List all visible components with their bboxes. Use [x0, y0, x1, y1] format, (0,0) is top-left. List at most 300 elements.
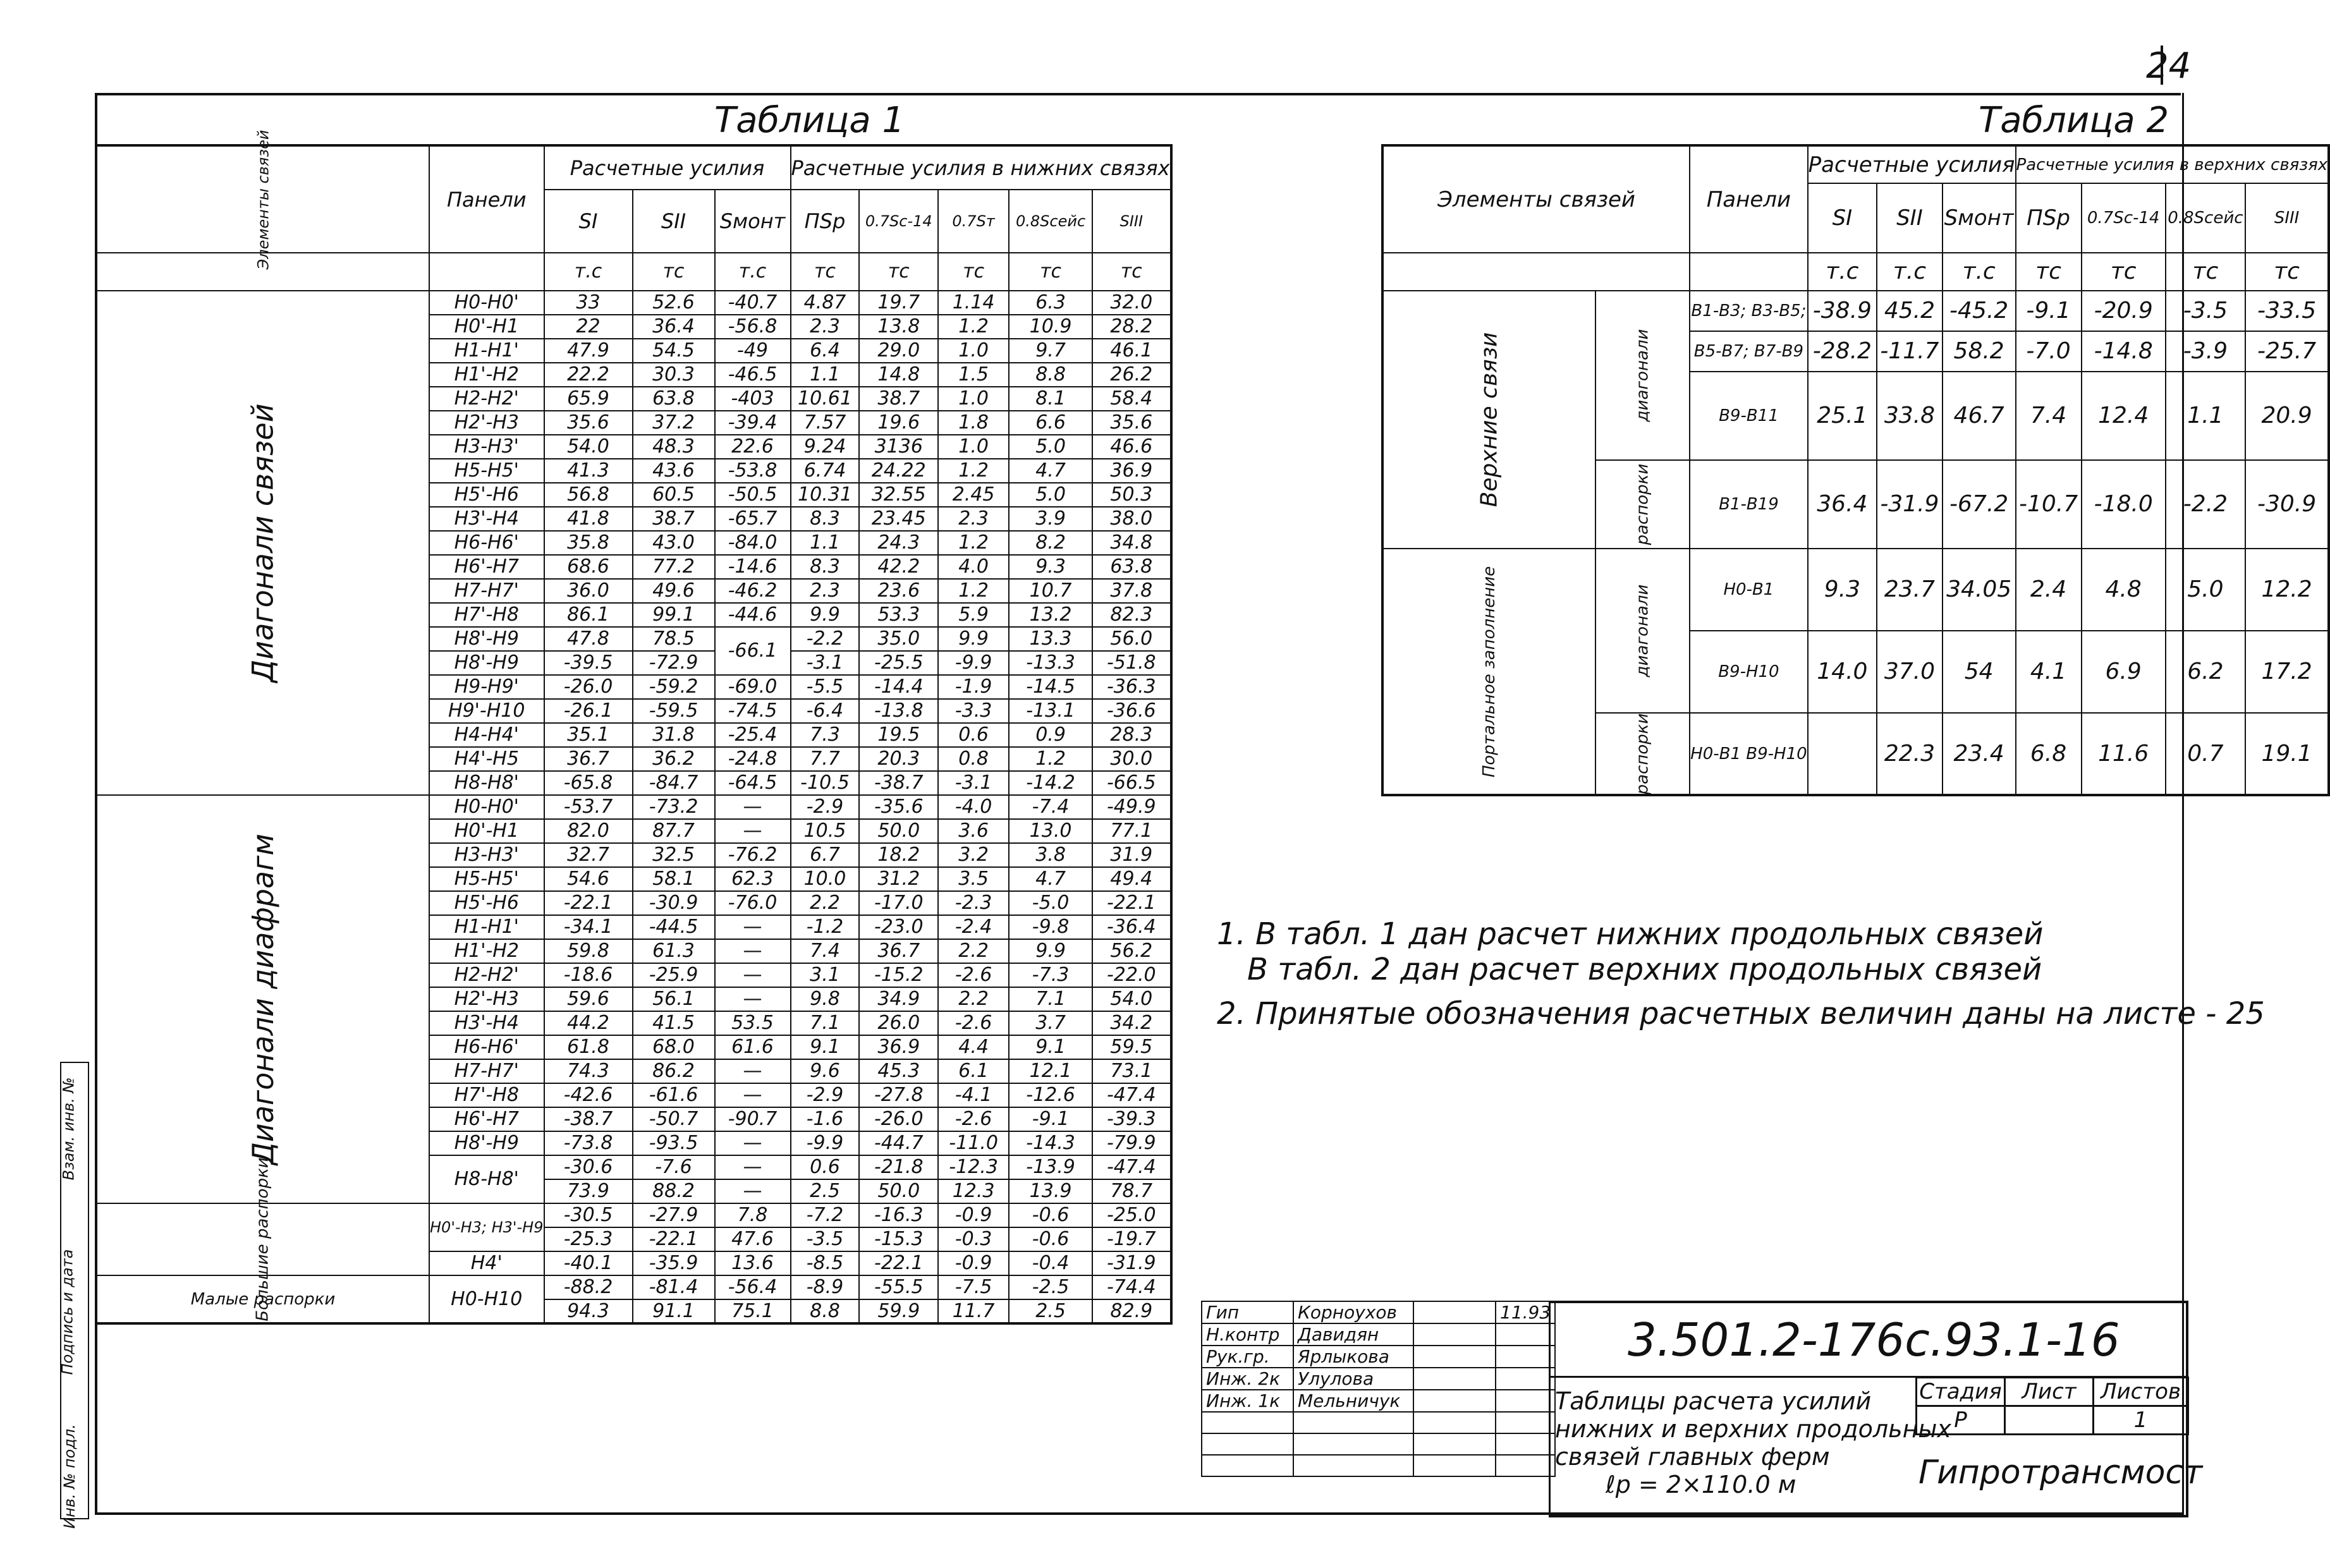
t2-cell: 58.2 — [1943, 331, 2016, 372]
stamp-empty — [1293, 1455, 1413, 1476]
t1-cell: -19.7 — [1092, 1227, 1171, 1251]
t1-cell: 19.7 — [859, 291, 938, 315]
t1-cell: 9.7 — [1009, 339, 1092, 363]
t1-cell: 54.6 — [544, 867, 633, 891]
t1-cell: -76.0 — [715, 891, 791, 915]
t1-cell: 46.1 — [1092, 339, 1171, 363]
t1-cell: 6.6 — [1009, 411, 1092, 435]
stamp-date — [1496, 1368, 1555, 1390]
t1-cell: -72.9 — [633, 651, 715, 675]
t1-cell: 23.45 — [859, 507, 938, 531]
t1-cell: 59.9 — [859, 1299, 938, 1323]
t1-cell: 23.6 — [859, 579, 938, 603]
t2-cell: -10.7 — [2016, 460, 2082, 549]
t1-cell: 9.9 — [1009, 939, 1092, 963]
t1-cell: 63.8 — [633, 387, 715, 411]
t1-panel: Н2'-Н3 — [429, 987, 544, 1011]
t1-header-panels: Панели — [429, 145, 544, 253]
t2-panel: В9-Н10 — [1690, 631, 1808, 713]
stamp-row — [1202, 1455, 1555, 1476]
t1-cell: 60.5 — [633, 483, 715, 507]
t1-cell: 6.74 — [791, 459, 860, 483]
t1-cell: 50.3 — [1092, 483, 1171, 507]
t2-cell: -28.2 — [1808, 331, 1877, 372]
t1-cell: -8.9 — [791, 1275, 860, 1299]
stage-label: Стадия — [1917, 1378, 2005, 1406]
t1-cell: 8.8 — [1009, 363, 1092, 387]
t1-cell: -50.5 — [715, 483, 791, 507]
t1-cell: — — [715, 1179, 791, 1203]
t1-cell: 32.7 — [544, 843, 633, 867]
t1-cell: 30.0 — [1092, 747, 1171, 771]
t1-panel: Н0-Н10 — [429, 1275, 544, 1323]
stamp-empty — [1496, 1455, 1555, 1476]
t1-cell: -24.8 — [715, 747, 791, 771]
t2-cell: 17.2 — [2245, 631, 2329, 713]
t1-cell: 0.9 — [1009, 723, 1092, 747]
t1-cell: 10.5 — [791, 819, 860, 843]
t1-cell: 78.7 — [1092, 1179, 1171, 1203]
t1-cell: 47.8 — [544, 627, 633, 651]
t1-unit: тс — [938, 253, 1009, 291]
t1-cell: 32.0 — [1092, 291, 1171, 315]
t1-panel: Н7'-Н8 — [429, 1083, 544, 1107]
t1-cell: -12.3 — [938, 1155, 1009, 1179]
stamp-empty — [1202, 1455, 1293, 1476]
t1-cell: -22.1 — [1092, 891, 1171, 915]
t1-cell: -0.3 — [938, 1227, 1009, 1251]
t2-units-blank — [1382, 253, 1690, 291]
t1-cell: -9.8 — [1009, 915, 1092, 939]
t1-cell: 36.0 — [544, 579, 633, 603]
stamp-role: Рук.гр. — [1202, 1346, 1293, 1368]
t1-cell: 0.6 — [791, 1155, 860, 1179]
t2-cell: -33.5 — [2245, 291, 2329, 331]
t1-cell: 1.1 — [791, 531, 860, 555]
t2-cell: 2.4 — [2016, 549, 2082, 631]
t1-cell: -34.1 — [544, 915, 633, 939]
t2-cell: 1.1 — [2166, 372, 2245, 460]
t1-cell: 77.2 — [633, 555, 715, 579]
t1-cell: 30.3 — [633, 363, 715, 387]
t1-header-calc-lower: Расчетные усилия в нижних связях — [791, 145, 1171, 190]
t1-panel: Н3-Н3' — [429, 843, 544, 867]
t2-cell: 25.1 — [1808, 372, 1877, 460]
t1-cell: 8.1 — [1009, 387, 1092, 411]
t1-cell: -2.5 — [1009, 1275, 1092, 1299]
t1-cell: 42.2 — [859, 555, 938, 579]
t1-cell: 8.3 — [791, 507, 860, 531]
t1-cell: 2.2 — [938, 987, 1009, 1011]
t1-cell: 31.2 — [859, 867, 938, 891]
t2-unit: т.с — [1808, 253, 1877, 291]
t1-cell: -3.3 — [938, 699, 1009, 723]
t2-cell: -3.5 — [2166, 291, 2245, 331]
t1-cell: -36.3 — [1092, 675, 1171, 699]
t1-cell: -26.1 — [544, 699, 633, 723]
t1-cell: -40.1 — [544, 1251, 633, 1275]
t1-cell: 19.6 — [859, 411, 938, 435]
t1-cell: 36.4 — [633, 315, 715, 339]
t1-cell: 1.2 — [1009, 747, 1092, 771]
t1-cell: 13.0 — [1009, 819, 1092, 843]
t1-cell: 13.8 — [859, 315, 938, 339]
t1-cell: -27.8 — [859, 1083, 938, 1107]
t2-cell: 20.9 — [2245, 372, 2329, 460]
t1-cell: 7.1 — [1009, 987, 1092, 1011]
t2-sub-strut: распорки — [1595, 713, 1690, 795]
sheet-label: Лист — [2005, 1378, 2094, 1406]
t1-cell: 6.3 — [1009, 291, 1092, 315]
stamp-row — [1202, 1301, 1555, 1323]
t2-cell: 23.4 — [1943, 713, 2016, 795]
t1-cell: 35.0 — [859, 627, 938, 651]
t1-cell: 5.0 — [1009, 435, 1092, 459]
t1-cell: 36.9 — [1092, 459, 1171, 483]
t1-cell: -65.7 — [715, 507, 791, 531]
t1-cell: 52.6 — [633, 291, 715, 315]
stamp-signature — [1413, 1323, 1496, 1346]
table1-title: Таблица 1 — [714, 100, 905, 141]
t2-panel: В9-В11 — [1690, 372, 1808, 460]
t1-col-header: 0.8Sсейс — [1009, 190, 1092, 253]
t1-cell: 50.0 — [859, 819, 938, 843]
t1-cell: -27.9 — [633, 1203, 715, 1227]
t1-cell: 1.2 — [938, 459, 1009, 483]
t1-cell: -1.9 — [938, 675, 1009, 699]
t1-cell: -56.4 — [715, 1275, 791, 1299]
description-line: Таблицы расчета усилий — [1555, 1387, 1872, 1415]
t1-cell: 26.0 — [859, 1011, 938, 1035]
t1-cell: 9.6 — [791, 1059, 860, 1083]
t1-cell: 47.9 — [544, 339, 633, 363]
t1-cell: 56.1 — [633, 987, 715, 1011]
t2-cell: 6.2 — [2166, 631, 2245, 713]
sheet-value — [2005, 1406, 2094, 1435]
t2-col-header: 0.7Sс-14 — [2082, 183, 2166, 253]
t1-cell: 1.0 — [938, 387, 1009, 411]
page-number: 24 — [2146, 46, 2192, 87]
t2-unit: тс — [2166, 253, 2245, 291]
t1-cell: -0.4 — [1009, 1251, 1092, 1275]
t1-panel: Н8-Н8' — [429, 771, 544, 795]
t1-cell: 9.9 — [938, 627, 1009, 651]
t1-panel: Н1-Н1' — [429, 339, 544, 363]
t2-unit: тс — [2016, 253, 2082, 291]
t1-cell: -12.6 — [1009, 1083, 1092, 1107]
t2-cell: 19.1 — [2245, 713, 2329, 795]
t1-cell: 3.2 — [938, 843, 1009, 867]
t1-cell: 82.9 — [1092, 1299, 1171, 1323]
t1-cell: -14.2 — [1009, 771, 1092, 795]
t1-cell: 24.3 — [859, 531, 938, 555]
t1-panel: Н0-Н0' — [429, 795, 544, 819]
t1-cell: 58.1 — [633, 867, 715, 891]
t1-cell: 9.9 — [791, 603, 860, 627]
t1-cell: 10.9 — [1009, 315, 1092, 339]
t1-cell: -2.6 — [938, 1011, 1009, 1035]
table2 — [1381, 144, 2330, 796]
t1-cell: -3.1 — [938, 771, 1009, 795]
stamp-date — [1496, 1346, 1555, 1368]
t1-cell: 29.0 — [859, 339, 938, 363]
t1-cell: — — [715, 963, 791, 987]
t1-cell: 37.2 — [633, 411, 715, 435]
table-row — [96, 291, 1171, 315]
t1-cell: 59.5 — [1092, 1035, 1171, 1059]
t2-cell: 46.7 — [1943, 372, 2016, 460]
t2-cell: -18.0 — [2082, 460, 2166, 549]
t1-cell: -9.9 — [791, 1131, 860, 1155]
t1-cell: 59.6 — [544, 987, 633, 1011]
t1-cell: 35.8 — [544, 531, 633, 555]
t1-cell: -49 — [715, 339, 791, 363]
t1-cell: -2.9 — [791, 1083, 860, 1107]
t1-cell: -30.6 — [544, 1155, 633, 1179]
t1-cell: -8.5 — [791, 1251, 860, 1275]
t2-cell: 23.7 — [1877, 549, 1943, 631]
t2-col-header: 0.8Sсейс — [2166, 183, 2245, 253]
t1-cell: 18.2 — [859, 843, 938, 867]
t1-cell: 32.55 — [859, 483, 938, 507]
t1-cell: -0.6 — [1009, 1227, 1092, 1251]
t1-cell: 31.9 — [1092, 843, 1171, 867]
t1-cell: -25.0 — [1092, 1203, 1171, 1227]
t1-cell: -49.9 — [1092, 795, 1171, 819]
t1-cell: 73.1 — [1092, 1059, 1171, 1083]
t1-cell: 1.5 — [938, 363, 1009, 387]
t2-cell: 6.8 — [2016, 713, 2082, 795]
t1-cell: 54.0 — [544, 435, 633, 459]
t2-unit: тс — [2245, 253, 2329, 291]
t1-cell: -53.8 — [715, 459, 791, 483]
t1-cell: 8.8 — [791, 1299, 860, 1323]
t1-cell: 47.6 — [715, 1227, 791, 1251]
t1-cell: 61.6 — [715, 1035, 791, 1059]
t1-cell: — — [715, 939, 791, 963]
t1-cell: 45.3 — [859, 1059, 938, 1083]
stamp-row — [1202, 1390, 1555, 1412]
side-stamp-sign: Подпись и дата — [58, 1249, 76, 1375]
t2-cell: 5.0 — [2166, 549, 2245, 631]
t1-cell: 87.7 — [633, 819, 715, 843]
t1-cell: -47.4 — [1092, 1083, 1171, 1107]
t1-cell: 9.1 — [791, 1035, 860, 1059]
t2-cell — [1808, 713, 1877, 795]
stamp-person: Корноухов — [1293, 1301, 1413, 1323]
t1-cell: 54.0 — [1092, 987, 1171, 1011]
t1-cell: -5.5 — [791, 675, 860, 699]
t1-group-small-struts: Малые распорки — [96, 1275, 429, 1323]
t1-cell: -65.8 — [544, 771, 633, 795]
t2-cell: 36.4 — [1808, 460, 1877, 549]
t1-col-header: 0.7Sс-14 — [859, 190, 938, 253]
stamp-empty — [1413, 1455, 1496, 1476]
t1-cell: 53.3 — [859, 603, 938, 627]
t1-cell: 13.3 — [1009, 627, 1092, 651]
stamp-date — [1496, 1323, 1555, 1346]
t1-cell: 59.8 — [544, 939, 633, 963]
t2-group-upper: Верхние связи — [1382, 291, 1595, 549]
t1-cell: 1.8 — [938, 411, 1009, 435]
t1-cell: 22.2 — [544, 363, 633, 387]
t1-col-header: 0.7Sт — [938, 190, 1009, 253]
t1-cell: -2.6 — [938, 1107, 1009, 1131]
t1-panel: Н5-Н5' — [429, 459, 544, 483]
t1-cell: 2.3 — [791, 579, 860, 603]
t1-cell: -66.5 — [1092, 771, 1171, 795]
t1-cell: 1.1 — [791, 363, 860, 387]
t2-panel: Н0-В1 — [1690, 549, 1808, 631]
stamp-person: Улулова — [1293, 1368, 1413, 1390]
t1-cell: 2.2 — [791, 891, 860, 915]
t1-cell: -22.1 — [633, 1227, 715, 1251]
stamp-empty — [1496, 1433, 1555, 1455]
t1-cell: -1.6 — [791, 1107, 860, 1131]
t1-cell: — — [715, 1083, 791, 1107]
t1-cell: -22.1 — [544, 891, 633, 915]
t1-cell: -44.7 — [859, 1131, 938, 1155]
note-line: В табл. 2 дан расчет верхних продольных связей — [1247, 952, 2042, 987]
t1-panel: Н2-Н2' — [429, 963, 544, 987]
t1-cell: -7.4 — [1009, 795, 1092, 819]
t1-unit: тс — [1009, 253, 1092, 291]
t1-cell: 68.0 — [633, 1035, 715, 1059]
t1-cell: -50.7 — [633, 1107, 715, 1131]
t1-cell: 33 — [544, 291, 633, 315]
t1-cell: 36.7 — [544, 747, 633, 771]
t1-cell: 36.7 — [859, 939, 938, 963]
table-row — [96, 795, 1171, 819]
t1-cell: 56.0 — [1092, 627, 1171, 651]
t1-cell: 41.8 — [544, 507, 633, 531]
t1-cell: 3.5 — [938, 867, 1009, 891]
description-line: нижних и верхних продольных — [1555, 1415, 1951, 1443]
t1-cell: 14.8 — [859, 363, 938, 387]
t1-panel: Н9'-Н10 — [429, 699, 544, 723]
note-line: 2. Принятые обозначения расчетных величин даны на листе - 25 — [1217, 996, 2265, 1031]
t1-cell: -2.4 — [938, 915, 1009, 939]
t1-panel: Н8'-Н9 — [429, 1131, 544, 1155]
t1-cell: -36.4 — [1092, 915, 1171, 939]
t1-units-blank — [429, 253, 544, 291]
t1-panel: Н0'-Н3; Н3'-Н9 — [429, 1203, 544, 1251]
t1-cell: -84.0 — [715, 531, 791, 555]
stamp-role: Гип — [1202, 1301, 1293, 1323]
t1-cell: -7.5 — [938, 1275, 1009, 1299]
t1-cell: 8.2 — [1009, 531, 1092, 555]
t1-cell: -14.5 — [1009, 675, 1092, 699]
t1-cell: 3.7 — [1009, 1011, 1092, 1035]
t2-header-elements: Элементы связей — [1382, 145, 1690, 253]
t2-cell: -25.7 — [2245, 331, 2329, 372]
t1-cell: -38.7 — [544, 1107, 633, 1131]
stamp-person: Давидян — [1293, 1323, 1413, 1346]
t1-cell: -47.4 — [1092, 1155, 1171, 1179]
t1-cell: 43.0 — [633, 531, 715, 555]
t1-cell: 3.6 — [938, 819, 1009, 843]
t1-cell: -15.2 — [859, 963, 938, 987]
t2-cell: 11.6 — [2082, 713, 2166, 795]
t1-cell: -7.2 — [791, 1203, 860, 1227]
t2-cell: 6.9 — [2082, 631, 2166, 713]
t1-cell: 1.2 — [938, 531, 1009, 555]
t1-panel: Н8-Н8' — [429, 1155, 544, 1203]
t1-cell: -14.3 — [1009, 1131, 1092, 1155]
t2-cell: -14.8 — [2082, 331, 2166, 372]
t1-cell: -25.3 — [544, 1227, 633, 1251]
t2-cell: 33.8 — [1877, 372, 1943, 460]
t1-cell: -61.6 — [633, 1083, 715, 1107]
t1-group-big-struts: Большие распорки — [96, 1203, 429, 1275]
t1-cell: 1.2 — [938, 315, 1009, 339]
t2-cell: 45.2 — [1877, 291, 1943, 331]
t2-cell: 4.1 — [2016, 631, 2082, 713]
t1-cell: 4.87 — [791, 291, 860, 315]
t1-cell: 22.6 — [715, 435, 791, 459]
t1-cell: -90.7 — [715, 1107, 791, 1131]
t1-panel: Н1'-Н2 — [429, 363, 544, 387]
table-row — [1382, 549, 2329, 631]
t1-cell: -3.1 — [791, 651, 860, 675]
t1-cell: 12.1 — [1009, 1059, 1092, 1083]
t1-panel: Н5'-Н6 — [429, 891, 544, 915]
t2-header-calc: Расчетные усилия — [1808, 145, 2016, 183]
stamp-empty — [1202, 1433, 1293, 1455]
t1-cell: 46.6 — [1092, 435, 1171, 459]
t2-header-calc-upper: Расчетные усилия в верхних связях — [2016, 145, 2329, 183]
t1-cell: -66.1 — [715, 627, 791, 675]
t1-cell: 77.1 — [1092, 819, 1171, 843]
t1-cell: 32.5 — [633, 843, 715, 867]
t1-cell: 1.0 — [938, 435, 1009, 459]
t1-col-header: Sмонт — [715, 190, 791, 253]
t1-cell: -79.9 — [1092, 1131, 1171, 1155]
t1-cell: 2.3 — [791, 315, 860, 339]
t2-panel: В5-В7; В7-В9 — [1690, 331, 1808, 372]
t1-cell: 73.9 — [544, 1179, 633, 1203]
t1-cell: -64.5 — [715, 771, 791, 795]
t1-cell: 88.2 — [633, 1179, 715, 1203]
t1-panel: Н7-Н7' — [429, 1059, 544, 1083]
t2-units-blank — [1690, 253, 1808, 291]
t1-cell: -13.1 — [1009, 699, 1092, 723]
t1-cell: -44.6 — [715, 603, 791, 627]
t1-cell: 78.5 — [633, 627, 715, 651]
stage-value: Р — [1917, 1406, 2005, 1435]
t1-cell: -73.8 — [544, 1131, 633, 1155]
t1-cell: -69.0 — [715, 675, 791, 699]
table-row — [1382, 291, 2329, 331]
t1-cell: 2.45 — [938, 483, 1009, 507]
description-line: ℓр = 2×110.0 м — [1606, 1471, 1796, 1498]
stage-sheet-cells — [1915, 1377, 2189, 1435]
t2-unit: т.с — [1943, 253, 2016, 291]
t1-cell: -13.3 — [1009, 651, 1092, 675]
t1-cell: -2.2 — [791, 627, 860, 651]
t1-cell: -84.7 — [633, 771, 715, 795]
t1-cell: 49.4 — [1092, 867, 1171, 891]
t1-cell: 19.5 — [859, 723, 938, 747]
stamp-empty — [1413, 1412, 1496, 1433]
t1-cell: -2.9 — [791, 795, 860, 819]
t1-cell: 9.3 — [1009, 555, 1092, 579]
t1-cell: 22 — [544, 315, 633, 339]
stamp-signature — [1413, 1390, 1496, 1412]
t1-cell: 43.6 — [633, 459, 715, 483]
t1-cell: 53.5 — [715, 1011, 791, 1035]
t1-cell: 10.7 — [1009, 579, 1092, 603]
